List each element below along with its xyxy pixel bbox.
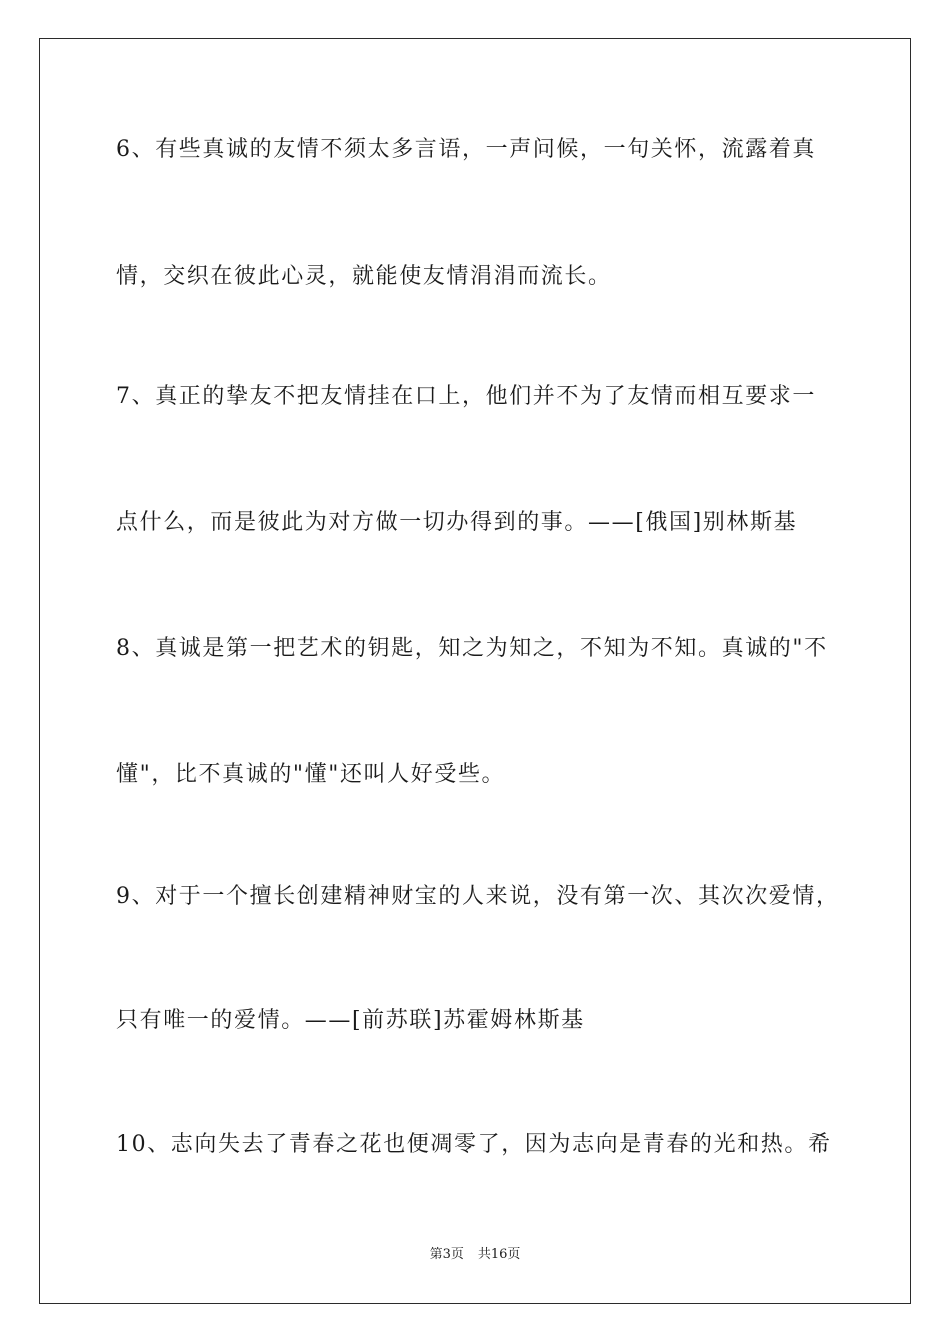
text-line-6: 懂"，比不真诚的"懂"还叫人好受些。 bbox=[116, 762, 506, 787]
text-line-2: 情，交织在彼此心灵，就能使友情涓涓而流长。 bbox=[116, 264, 612, 289]
text-line-4: 点什么，而是彼此为对方做一切办得到的事。——[俄国]别林斯基 bbox=[116, 510, 798, 535]
page-footer bbox=[0, 1246, 950, 1264]
text-line-7: 9、对于一个擅长创建精神财宝的人来说，没有第一次、其次次爱情， bbox=[116, 884, 840, 909]
text-line-1: 6、有些真诚的友情不须太多言语，一声问候，一句关怀，流露着真 bbox=[116, 137, 816, 162]
text-line-5: 8、真诚是第一把艺术的钥匙，知之为知之，不知为不知。真诚的"不 bbox=[116, 636, 828, 661]
text-line-3: 7、真正的挚友不把友情挂在口上，他们并不为了友情而相互要求一 bbox=[116, 384, 816, 409]
total-pages: 共16页 bbox=[477, 1247, 521, 1262]
page-border bbox=[39, 38, 911, 1304]
text-line-8: 只有唯一的爱情。——[前苏联]苏霍姆林斯基 bbox=[116, 1008, 585, 1033]
page-number: 第3页 bbox=[429, 1247, 464, 1262]
text-line-9: 10、志向失去了青春之花也便凋零了，因为志向是青春的光和热。希 bbox=[116, 1132, 832, 1157]
